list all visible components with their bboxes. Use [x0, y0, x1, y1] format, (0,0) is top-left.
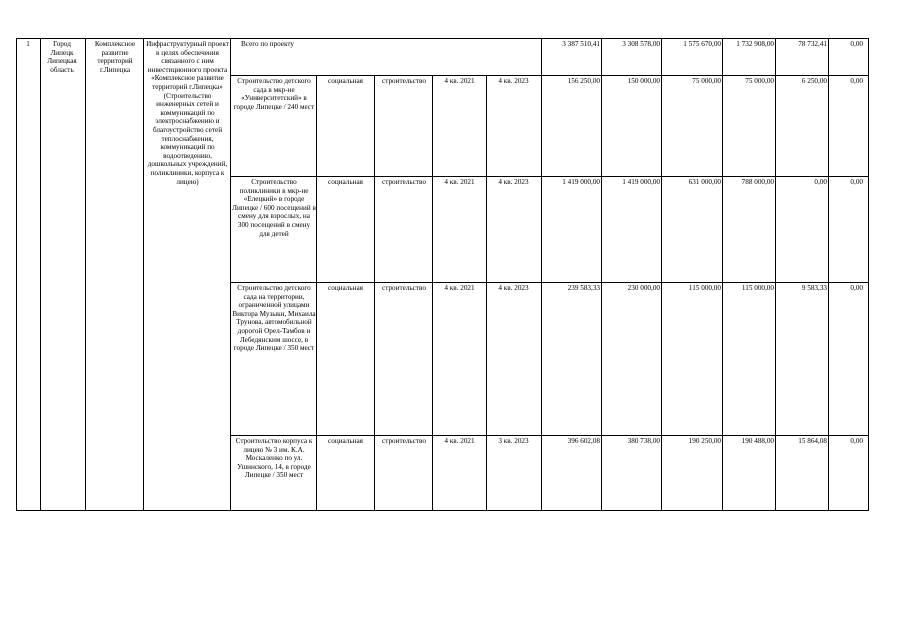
total-label: Всего по проекту	[241, 40, 295, 48]
table-row-work: строительство	[382, 284, 426, 292]
column-divider	[316, 75, 317, 511]
column-divider	[661, 38, 662, 511]
table-row-value-1: 396 602,08	[567, 437, 600, 445]
row-divider	[231, 75, 869, 76]
program-cell: Комплексное развитие территорий г.Липецка	[94, 40, 136, 74]
table-row-value-3: 75 000,00	[692, 77, 721, 85]
column-divider	[230, 38, 231, 511]
city-cell: Город Липецк Липецкая область	[47, 40, 77, 74]
column-divider	[16, 38, 17, 511]
column-divider	[601, 38, 602, 511]
table-row-name: Строительство детского сада в мкр-не «Университетский» в городе Липецке / 240 мест	[233, 77, 315, 111]
table-row-name: Строительство детского сада на территории, ограниченной улицами Виктора Музыки, Михаила Трунова, автомобильной дорогой Орел-Тамбов и Лебедянским шоссе, в городе Липецке / 350 мест	[232, 284, 316, 353]
row-divider	[231, 176, 869, 177]
column-divider	[722, 38, 723, 511]
table-row-value-3: 631 000,00	[688, 178, 721, 186]
table-row-value-2: 230 000,00	[627, 284, 660, 292]
table-row-end: 4 кв. 2023	[498, 284, 529, 292]
table-row-value-4: 115 000,00	[741, 284, 774, 292]
row-divider	[231, 282, 869, 283]
table-row-value-4: 190 488,00	[741, 437, 774, 445]
table-row-value-3: 115 000,00	[688, 284, 721, 292]
table-row-name: Строительство корпуса к лицею № 3 им. К.А. Москаленко по ул. Ушинского, 14, в городе Липецке / 350 мест	[235, 437, 313, 480]
table-row-type: социальная	[328, 437, 363, 445]
total-value-3: 1 575 670,00	[683, 40, 721, 48]
table-row-value-5: 6 250,00	[801, 77, 827, 85]
table-row-start: 4 кв. 2021	[444, 437, 475, 445]
column-divider	[486, 75, 487, 511]
table-row-start: 4 кв. 2021	[444, 284, 475, 292]
total-value-1: 3 387 510,41	[562, 40, 600, 48]
table-row-end: 3 кв. 2023	[498, 437, 529, 445]
table-row-value-6: 0,00	[850, 284, 863, 292]
table-row-value-5: 15 864,08	[798, 437, 827, 445]
total-value-2: 3 308 578,00	[622, 40, 660, 48]
table-row-work: строительство	[382, 77, 426, 85]
row-divider	[231, 435, 869, 436]
table-row-value-2: 1 419 000,00	[622, 178, 660, 186]
table-row-start: 4 кв. 2021	[444, 178, 475, 186]
table-row-work: строительство	[382, 178, 426, 186]
column-divider	[541, 38, 542, 511]
table-row-value-2: 150 000,00	[627, 77, 660, 85]
table-row-value-5: 9 583,33	[801, 284, 827, 292]
column-divider	[432, 75, 433, 511]
table-row-type: социальная	[328, 284, 363, 292]
table-row-type: социальная	[328, 77, 363, 85]
total-value-4: 1 732 908,00	[736, 40, 774, 48]
table-row-start: 4 кв. 2021	[444, 77, 475, 85]
table-row-value-5: 0,00	[814, 178, 827, 186]
project-description-cell: Инфраструктурный проект в целях обеспечения связанного с ним инвестиционного проекта «Комплексное развитие территорий г.Липецка» (Строительство инженерных сетей и коммуникаций по электроснабжению и благоустройство сетей теплоснабжения, коммуникаций по водоотведению, дошкольных учреждений, поликлиники, корпуса к лицею)	[146, 40, 229, 186]
table-row-value-1: 239 583,33	[567, 284, 600, 292]
column-divider	[828, 38, 829, 511]
total-value-6: 0,00	[850, 40, 863, 48]
column-divider	[374, 75, 375, 511]
column-divider	[143, 38, 144, 511]
table-row-type: социальная	[328, 178, 363, 186]
table-row-work: строительство	[382, 437, 426, 445]
table-row-value-1: 1 419 000,00	[562, 178, 600, 186]
table-row-name: Строительство поликлиники в мкр-не «Елецкий» в городе Липецке / 600 посещений в смену для взрослых, на 300 посещений в смену для детей	[232, 178, 316, 238]
table-row-value-4: 788 000,00	[741, 178, 774, 186]
table-row-value-6: 0,00	[850, 178, 863, 186]
table-row-end: 4 кв. 2023	[498, 77, 529, 85]
table-row-end: 4 кв. 2023	[498, 178, 529, 186]
column-divider	[775, 38, 776, 511]
table-row-value-4: 75 000,00	[745, 77, 774, 85]
table-row-value-1: 156 250,00	[567, 77, 600, 85]
total-value-5: 78 732,41	[798, 40, 827, 48]
table-row-value-6: 0,00	[850, 437, 863, 445]
table-row-value-2: 380 738,00	[627, 437, 660, 445]
row-number: 1	[26, 40, 30, 48]
table-row-value-6: 0,00	[850, 77, 863, 85]
column-divider	[868, 38, 869, 511]
column-divider	[85, 38, 86, 511]
table-row-value-3: 190 250,00	[688, 437, 721, 445]
column-divider	[40, 38, 41, 511]
